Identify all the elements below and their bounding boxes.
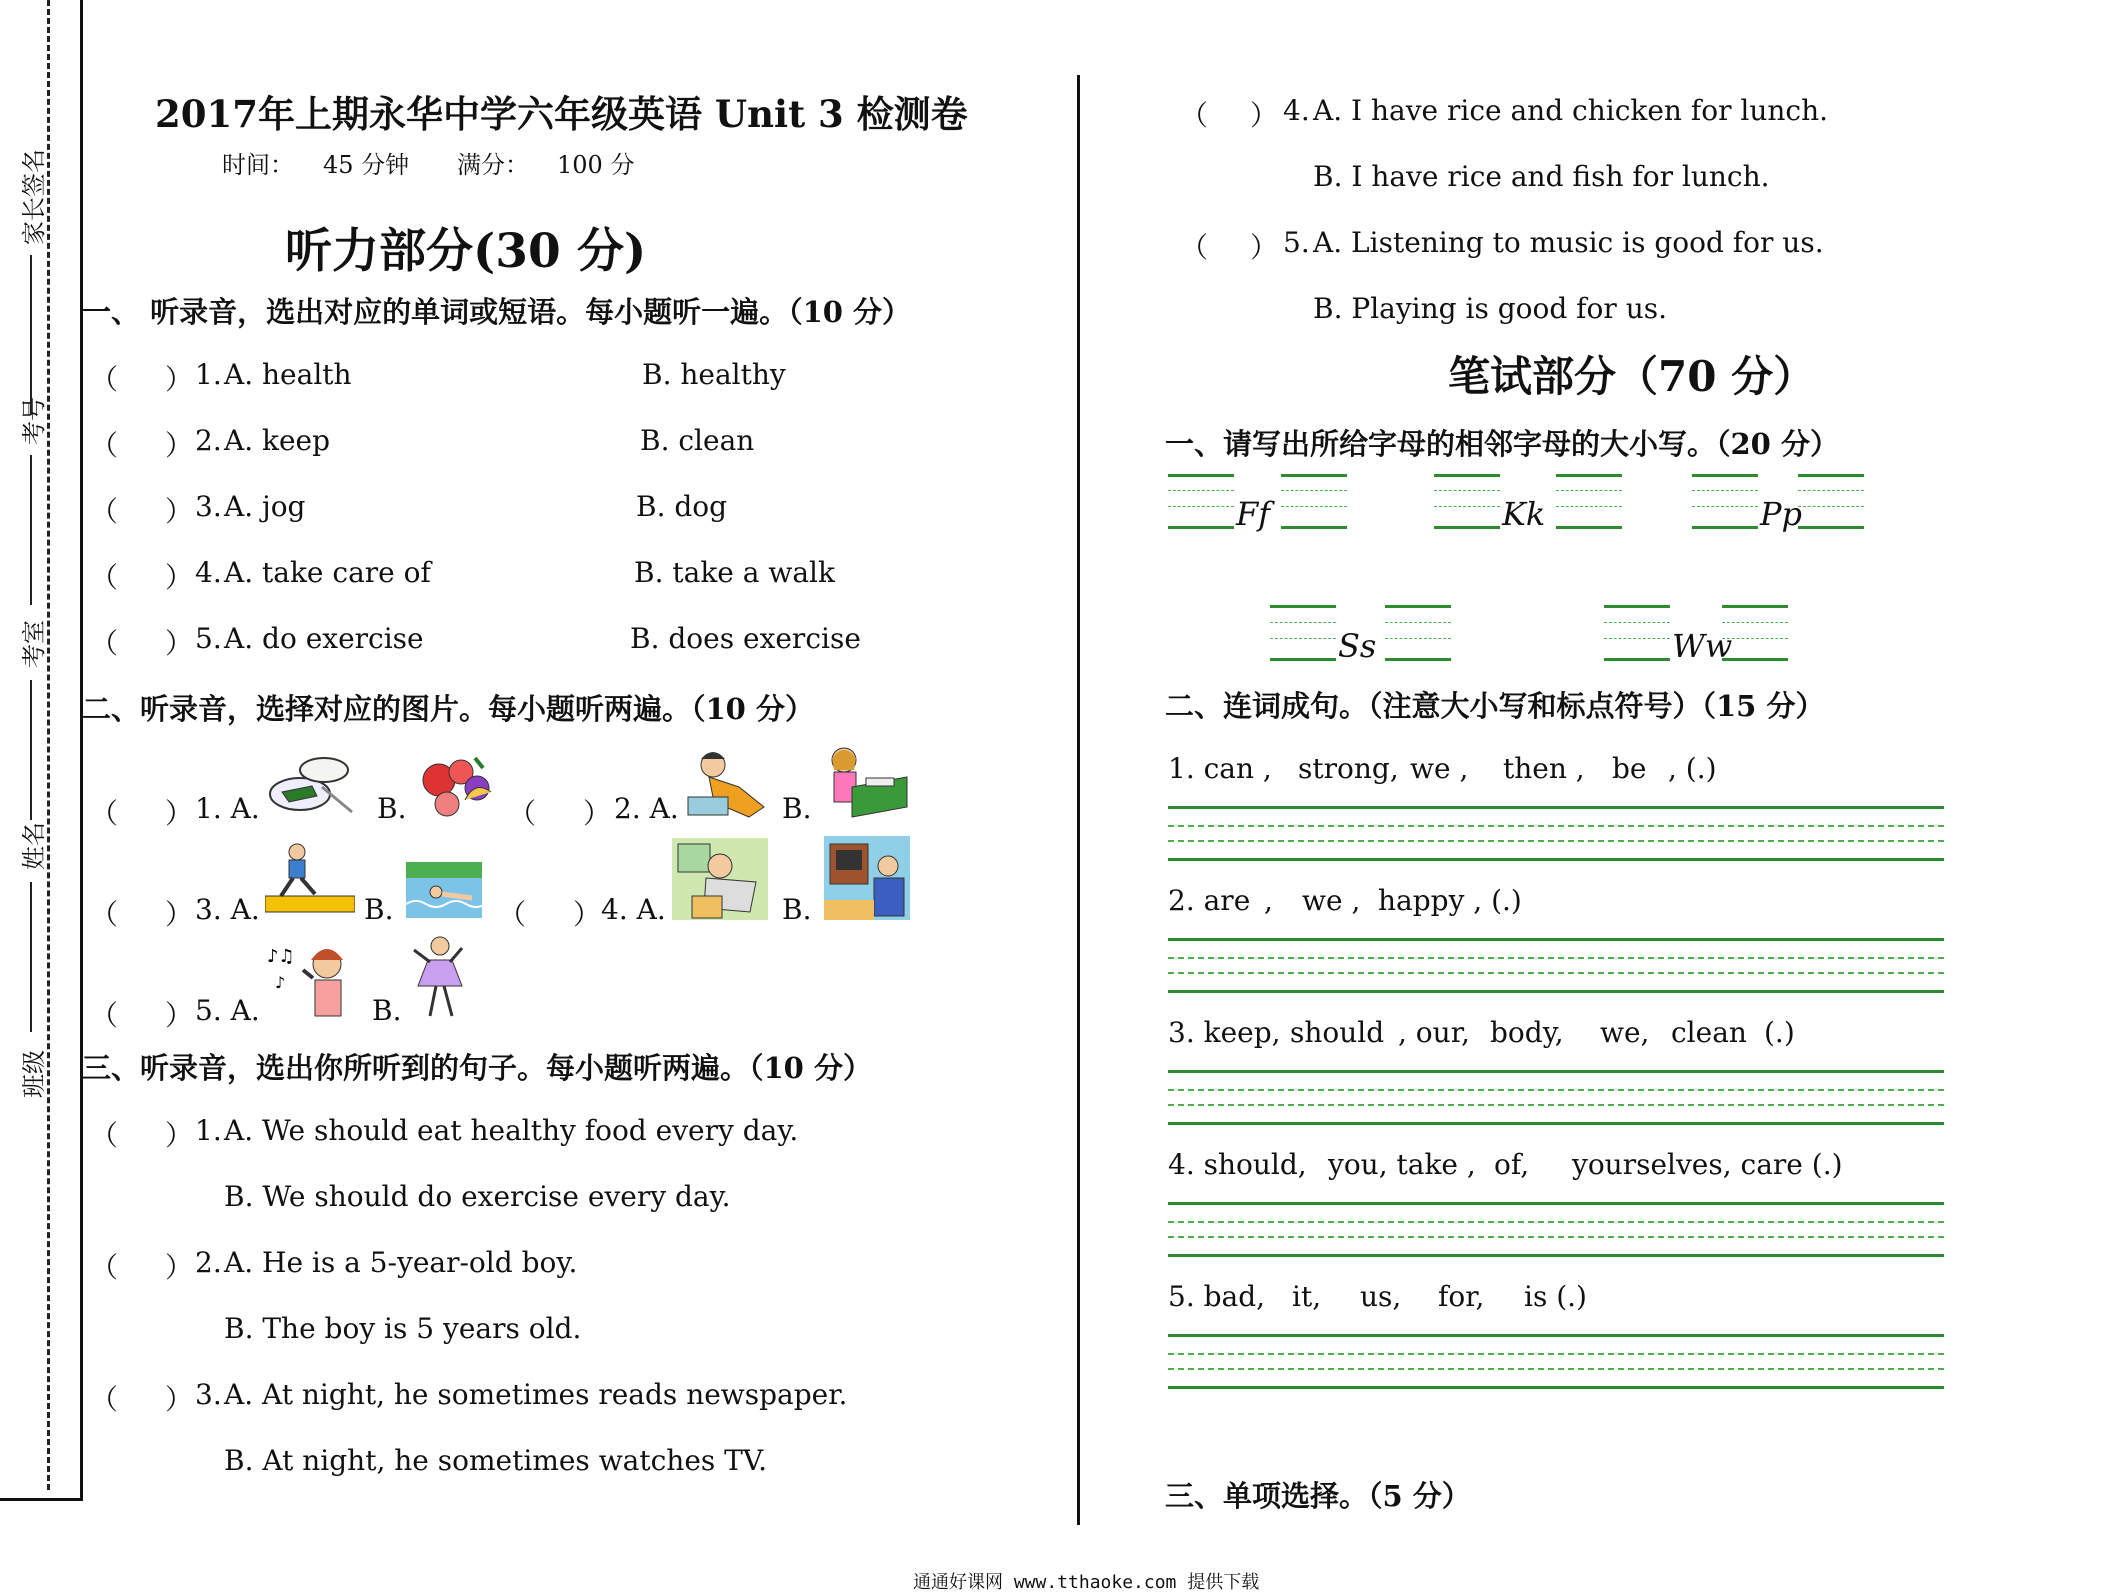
sentence-option-b: B. The boy is 5 years old.	[224, 1312, 582, 1345]
word: you, take ,	[1328, 1148, 1476, 1181]
item-number: 1.	[195, 358, 222, 391]
word: ,	[1264, 884, 1273, 917]
item-number: 5.	[1283, 226, 1310, 259]
guide-line	[1281, 526, 1347, 529]
fruit-basket-icon	[417, 750, 497, 822]
answer-paren: （	[90, 363, 119, 396]
given-letter: Pp	[1760, 495, 1803, 533]
guide-line	[1385, 658, 1451, 661]
svg-text:♪: ♪	[275, 973, 286, 992]
answer-paren-close: ）	[165, 1251, 194, 1284]
item-number: 4.	[1283, 94, 1310, 127]
word: then ,	[1503, 752, 1585, 785]
answer-paren-close: ）	[573, 898, 602, 931]
answer-line	[1168, 1334, 1944, 1337]
reading-newspaper-icon	[672, 838, 768, 920]
listening-section-3-title: 三、听录音，选出你所听到的句子。每小题听两遍。（10 分）	[82, 1051, 872, 1085]
time-value: 45 分钟	[323, 151, 410, 179]
answer-paren-close: ）	[165, 898, 194, 931]
option-b: B. clean	[640, 424, 755, 457]
written-title: 笔试部分（70 分）	[1448, 352, 1816, 401]
guide-line	[1168, 506, 1234, 507]
margin-label-exam-room: 考室	[20, 620, 48, 668]
guide-line	[1281, 506, 1347, 507]
answer-paren-close: ）	[165, 999, 194, 1032]
sentence-option-a: A. He is a 5-year-old boy.	[224, 1246, 578, 1279]
answer-line	[1168, 957, 1944, 959]
option-a: A. health	[224, 358, 352, 391]
page-title: 2017年上期永华中学六年级英语 Unit 3 检测卷	[155, 92, 968, 136]
guide-line	[1385, 638, 1451, 639]
word: happy , (.)	[1378, 884, 1522, 917]
answer-paren: （	[498, 898, 527, 931]
picture-item-5b-label: B.	[372, 994, 402, 1027]
picture-item-1b-label: B.	[377, 792, 407, 825]
answer-paren-close: ）	[165, 363, 194, 396]
picture-item-4b-label: B.	[782, 893, 812, 926]
guide-line	[1604, 605, 1670, 608]
guide-line	[1722, 622, 1788, 623]
word: clean	[1671, 1016, 1747, 1049]
guide-line	[1434, 506, 1500, 507]
word: we ,	[1302, 884, 1361, 917]
answer-paren-close: ）	[165, 561, 194, 594]
sentence-option-a: A. Listening to music is good for us.	[1313, 226, 1824, 259]
margin-fill-line	[30, 680, 32, 820]
svg-text:♪♫: ♪♫	[267, 946, 295, 967]
word: strong,	[1298, 752, 1399, 785]
option-b: B. does exercise	[630, 622, 861, 655]
word: yourselves, care (.)	[1572, 1148, 1843, 1181]
guide-line	[1556, 474, 1622, 477]
answer-line	[1168, 1104, 1944, 1106]
guide-line	[1692, 526, 1758, 529]
guide-line	[1722, 658, 1788, 661]
time-label: 时间：	[222, 151, 294, 179]
item-number: 4.	[195, 556, 222, 589]
guide-line	[1798, 506, 1864, 507]
given-letter: Kk	[1502, 495, 1546, 533]
word: 3. keep,	[1168, 1016, 1281, 1049]
answer-paren: （	[90, 495, 119, 528]
guide-line	[1434, 526, 1500, 529]
answer-paren-close: ）	[165, 627, 194, 660]
guide-line	[1168, 474, 1234, 477]
guide-line	[1556, 490, 1622, 491]
score-value: 100 分	[557, 151, 635, 179]
written-section-3-title: 三、单项选择。（5 分）	[1165, 1479, 1471, 1513]
guide-line	[1692, 506, 1758, 507]
answer-paren: （	[90, 627, 119, 660]
answer-line	[1168, 972, 1944, 974]
margin-fill-line	[30, 255, 32, 415]
given-letter: Ss	[1338, 627, 1377, 665]
guide-line	[1692, 490, 1758, 491]
word: us,	[1360, 1280, 1402, 1313]
answer-line	[1168, 806, 1944, 809]
margin-fill-line	[30, 455, 32, 605]
girl-washing-icon	[683, 747, 773, 822]
picture-item-2b-label: B.	[782, 792, 812, 825]
answer-paren: （	[1180, 231, 1209, 264]
sentence-option-b: B. I have rice and fish for lunch.	[1313, 160, 1770, 193]
guide-line	[1604, 622, 1670, 623]
answer-paren-close: ）	[165, 797, 194, 830]
answer-line	[1168, 990, 1944, 993]
written-section-2-title: 二、连词成句。（注意大小写和标点符号）（15 分）	[1165, 689, 1825, 723]
word: 2. are	[1168, 884, 1251, 917]
guide-line	[1281, 490, 1347, 491]
guide-line	[1434, 490, 1500, 491]
answer-paren: （	[90, 1251, 119, 1284]
answer-paren: （	[90, 1383, 119, 1416]
footer-text: 通通好课网 www.tthaoke.com 提供下载	[913, 1572, 1260, 1593]
sentence-option-a: A. I have rice and chicken for lunch.	[1313, 94, 1829, 127]
answer-paren: （	[90, 797, 119, 830]
picture-item-5a-label: 5. A.	[195, 994, 260, 1027]
guide-line	[1434, 474, 1500, 477]
answer-line	[1168, 1386, 1944, 1389]
answer-paren: （	[90, 561, 119, 594]
answer-line	[1168, 938, 1944, 941]
answer-paren: （	[90, 429, 119, 462]
answer-line	[1168, 1254, 1944, 1257]
girl-dancing-icon	[410, 932, 466, 1022]
swimming-icon	[406, 862, 482, 918]
word: be	[1612, 752, 1647, 785]
margin-label-parent-signature: 家长签名	[20, 149, 48, 245]
option-a: A. do exercise	[224, 622, 424, 655]
answer-line	[1168, 1122, 1944, 1125]
listening-section-1-title: 一、 听录音，选出对应的单词或短语。每小题听一遍。（10 分）	[82, 295, 912, 329]
answer-line	[1168, 1202, 1944, 1205]
word: should	[1290, 1016, 1385, 1049]
given-letter: Ww	[1672, 627, 1733, 665]
girl-singing-icon	[265, 940, 360, 1020]
word: 1. can ,	[1168, 752, 1272, 785]
given-letter: Ff	[1236, 495, 1271, 533]
word: is (.)	[1524, 1280, 1587, 1313]
answer-paren-close: ）	[1250, 231, 1279, 264]
answer-paren: （	[1180, 99, 1209, 132]
guide-line	[1798, 490, 1864, 491]
word: we ,	[1410, 752, 1469, 785]
word: we,	[1600, 1016, 1650, 1049]
guide-line	[1692, 474, 1758, 477]
guide-line	[1168, 526, 1234, 529]
sentence-option-b: B. We should do exercise every day.	[224, 1180, 731, 1213]
sentence-option-b: B. At night, he sometimes watches TV.	[224, 1444, 768, 1477]
picture-item-1a-label: 1. A.	[195, 792, 260, 825]
option-b: B. dog	[636, 490, 728, 523]
option-a: A. keep	[224, 424, 331, 457]
word: (.)	[1764, 1016, 1795, 1049]
word: for,	[1438, 1280, 1485, 1313]
item-number: 3.	[195, 1378, 222, 1411]
option-a: A. take care of	[224, 556, 431, 589]
option-a: A. jog	[224, 490, 306, 523]
girl-cleaning-table-icon	[822, 742, 912, 822]
answer-line	[1168, 1236, 1944, 1238]
binding-bottom-line	[0, 1498, 83, 1501]
margin-fill-line	[30, 882, 32, 1032]
guide-line	[1270, 605, 1336, 608]
answer-paren-close: ）	[1250, 99, 1279, 132]
sentence-option-b: B. Playing is good for us.	[1313, 292, 1667, 325]
guide-line	[1168, 490, 1234, 491]
healthy-food-plate-icon	[262, 752, 362, 822]
margin-label-class: 班级	[20, 1050, 48, 1098]
answer-paren: （	[508, 797, 537, 830]
answer-paren-close: ）	[165, 495, 194, 528]
sentence-option-a: A. We should eat healthy food every day.	[224, 1114, 799, 1147]
guide-line	[1556, 506, 1622, 507]
score-label: 满分：	[457, 151, 529, 179]
guide-line	[1722, 605, 1788, 608]
guide-line	[1270, 638, 1336, 639]
item-number: 2.	[195, 1246, 222, 1279]
answer-paren-close: ）	[165, 429, 194, 462]
answer-line	[1168, 1368, 1944, 1370]
word: 4. should,	[1168, 1148, 1307, 1181]
picture-item-2a-label: 2. A.	[614, 792, 679, 825]
guide-line	[1270, 622, 1336, 623]
guide-line	[1798, 526, 1864, 529]
picture-item-3b-label: B.	[364, 893, 394, 926]
guide-line	[1556, 526, 1622, 529]
item-number: 5.	[195, 622, 222, 655]
answer-line	[1168, 858, 1944, 861]
answer-paren-close: ）	[165, 1383, 194, 1416]
answer-paren-close: ）	[165, 1119, 194, 1152]
answer-paren: （	[90, 999, 119, 1032]
watching-tv-icon	[824, 836, 910, 920]
listening-title: 听力部分(30 分)	[285, 224, 647, 279]
answer-paren: （	[90, 1119, 119, 1152]
column-divider	[1077, 75, 1080, 1525]
item-number: 3.	[195, 490, 222, 523]
listening-section-2-title: 二、听录音，选择对应的图片。每小题听两遍。（10 分）	[82, 692, 814, 726]
item-number: 2.	[195, 424, 222, 457]
margin-label-exam-number: 考号	[20, 397, 48, 445]
guide-line	[1385, 622, 1451, 623]
answer-paren: （	[90, 898, 119, 931]
margin-label-name: 姓名	[20, 822, 48, 870]
answer-paren-close: ）	[583, 797, 612, 830]
option-b: B. take a walk	[634, 556, 835, 589]
guide-line	[1604, 658, 1670, 661]
guide-line	[1270, 658, 1336, 661]
item-number: 1.	[195, 1114, 222, 1147]
word: it,	[1292, 1280, 1322, 1313]
guide-line	[1281, 474, 1347, 477]
answer-line	[1168, 825, 1944, 827]
sentence-option-a: A. At night, he sometimes reads newspaper.	[224, 1378, 848, 1411]
guide-line	[1722, 638, 1788, 639]
picture-item-4a-label: 4. A.	[601, 893, 666, 926]
picture-item-3a-label: 3. A.	[195, 893, 260, 926]
guide-line	[1798, 474, 1864, 477]
boy-running-icon	[265, 842, 355, 920]
word: , (.)	[1668, 752, 1717, 785]
guide-line	[1604, 638, 1670, 639]
answer-line	[1168, 1221, 1944, 1223]
option-b: B. healthy	[642, 358, 786, 391]
word: of,	[1494, 1148, 1530, 1181]
written-section-1-title: 一、请写出所给字母的相邻字母的大小写。（20 分）	[1165, 427, 1839, 461]
binding-solid-line	[80, 0, 83, 1500]
answer-line	[1168, 1089, 1944, 1091]
answer-line	[1168, 1070, 1944, 1073]
word: 5. bad,	[1168, 1280, 1266, 1313]
answer-line	[1168, 840, 1944, 842]
word: body,	[1490, 1016, 1564, 1049]
guide-line	[1385, 605, 1451, 608]
answer-line	[1168, 1353, 1944, 1355]
word: , our,	[1398, 1016, 1470, 1049]
